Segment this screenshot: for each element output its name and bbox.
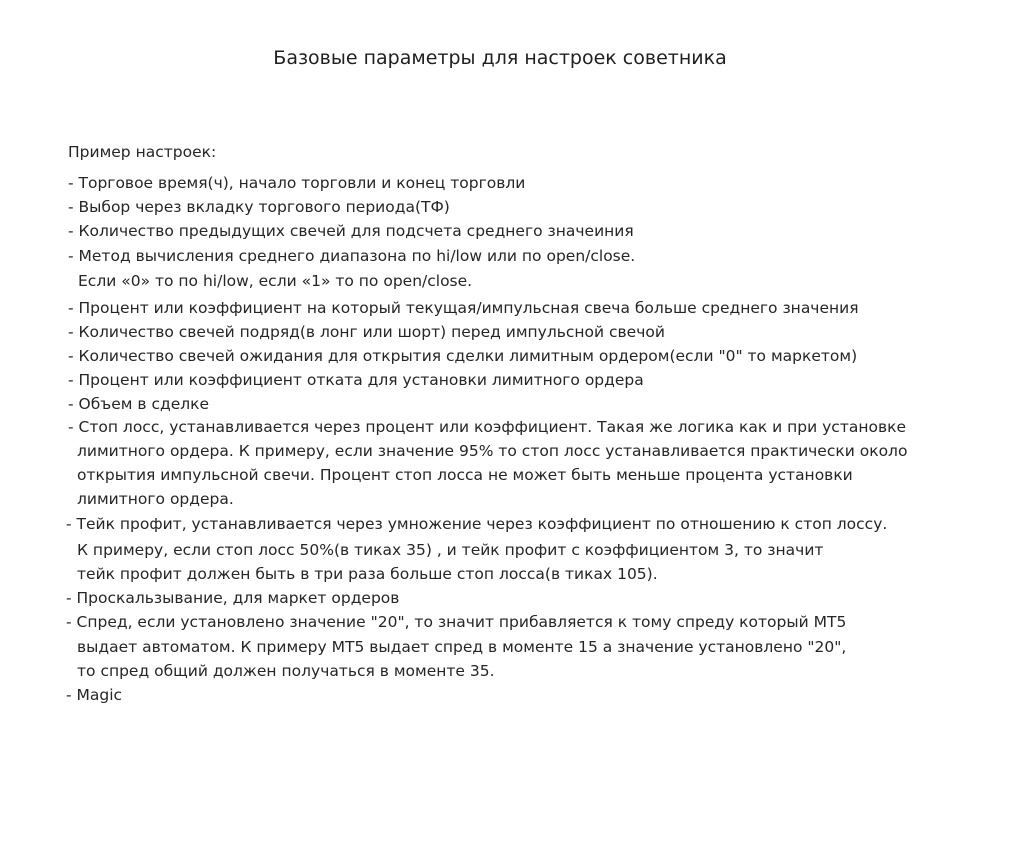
page-title: Базовые параметры для настроек советника — [273, 47, 727, 69]
list-item: - Метод вычисления среднего диапазона по hi/low или по open/close. — [68, 247, 636, 265]
list-item-continuation: то спред общий должен получаться в моменте 35. — [77, 662, 495, 680]
list-item: - Проскальзывание, для маркет ордеров — [66, 589, 400, 607]
list-item-continuation: К примеру, если стоп лосс 50%(в тиках 35) , и тейк профит с коэффициентом 3, то значит — [77, 541, 824, 559]
list-item-continuation: тейк профит должен быть в три раза больше стоп лосса(в тиках 105). — [77, 565, 658, 583]
list-item: - Количество свечей подряд(в лонг или шорт) перед импульсной свечой — [68, 323, 665, 341]
list-item-continuation: открытия импульсной свечи. Процент стоп лосса не может быть меньше процента установки — [77, 466, 853, 484]
list-item-continuation: лимитного ордера. К примеру, если значение 95% то стоп лосс устанавливается практически около — [77, 442, 908, 460]
list-item: - Тейк профит, устанавливается через умножение через коэффициент по отношению к стоп лоссу. — [66, 515, 888, 533]
list-item: - Процент или коэффициент отката для установки лимитного ордера — [68, 371, 644, 389]
list-item: - Количество предыдущих свечей для подсчета среднего значеиния — [68, 222, 634, 240]
list-item: - Процент или коэффициент на который текущая/импульсная свеча больше среднего значения — [68, 299, 859, 317]
list-item-continuation: Если «0» то по hi/low, если «1» то по open/close. — [78, 272, 473, 290]
list-item: - Выбор через вкладку торгового периода(ТФ) — [68, 198, 450, 216]
list-item: - Торговое время(ч), начало торговли и конец торговли — [68, 174, 526, 192]
list-item: - Количество свечей ожидания для открытия сделки лимитным ордером(если "0" то маркетом) — [68, 347, 858, 365]
intro-label: Пример настроек: — [68, 143, 217, 161]
list-item-continuation: выдает автоматом. К примеру МТ5 выдает спред в моменте 15 а значение установлено "20", — [77, 638, 847, 656]
list-item: - Стоп лосс, устанавливается через процент или коэффициент. Такая же логика как и при установке — [68, 418, 906, 436]
list-item: - Объем в сделке — [68, 395, 210, 413]
list-item: - Спред, если установлено значение "20", то значит прибавляется к тому спреду который МТ5 — [66, 613, 847, 631]
list-item: - Magic — [66, 686, 123, 704]
list-item-continuation: лимитного ордера. — [77, 490, 234, 508]
